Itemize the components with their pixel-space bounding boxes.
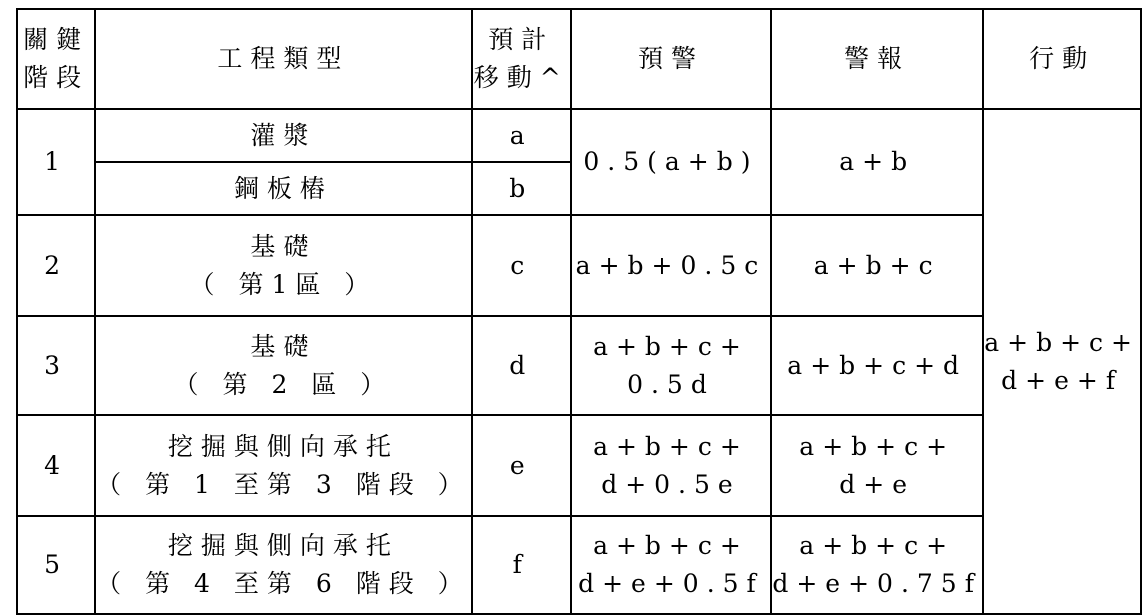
stage-number: 1 [17, 109, 95, 215]
variable-cell: e [472, 415, 571, 516]
trigger-level-table [16, 8, 1142, 615]
table-row [17, 316, 1141, 415]
variable-cell: f [472, 516, 571, 614]
variable-cell: c [472, 215, 571, 316]
variable-cell: a [472, 109, 571, 162]
work-type-cell: 基礎 （ 第1區 ） [95, 215, 472, 316]
stage-number: 4 [17, 415, 95, 516]
alert-cell: a+b+c+ d+0.5e [571, 415, 771, 516]
stage-number: 3 [17, 316, 95, 415]
alarm-cell: a+b+c+d [771, 316, 983, 415]
alarm-cell: a+b+c+ d+e [771, 415, 983, 516]
table-row [17, 415, 1141, 516]
header-action: 行動 [983, 9, 1141, 109]
alarm-cell: a+b [771, 109, 983, 215]
work-type-cell: 灌漿 [95, 109, 472, 162]
work-type-cell: 挖掘與側向承托 （ 第 4 至第 6 階段 ） [95, 516, 472, 614]
variable-cell: b [472, 162, 571, 215]
alert-cell: 0.5(a+b) [571, 109, 771, 215]
variable-cell: d [472, 316, 571, 415]
header-row [17, 9, 1141, 109]
alert-cell: a+b+c+ d+e+0.5f [571, 516, 771, 614]
work-type-cell: 基礎 （ 第 2 區 ） [95, 316, 472, 415]
work-type-cell: 挖掘與側向承托 （ 第 1 至第 3 階段 ） [95, 415, 472, 516]
header-work-type: 工程類型 [95, 9, 472, 109]
alarm-cell: a+b+c+ d+e+0.75f [771, 516, 983, 614]
work-type-cell: 鋼板樁 [95, 162, 472, 215]
header-alarm: 警報 [771, 9, 983, 109]
table-row [17, 215, 1141, 316]
action-cell: a+b+c+ d+e+f [983, 109, 1141, 614]
header-stage: 關鍵 階段 [17, 9, 95, 109]
stage-number: 5 [17, 516, 95, 614]
table-row [17, 516, 1141, 614]
header-alert: 預警 [571, 9, 771, 109]
alert-cell: a+b+c+ 0.5d [571, 316, 771, 415]
alert-cell: a+b+0.5c [571, 215, 771, 316]
header-predicted-movement: 預計 移動^ [472, 9, 571, 109]
table-row [17, 109, 1141, 162]
alarm-cell: a+b+c [771, 215, 983, 316]
stage-number: 2 [17, 215, 95, 316]
